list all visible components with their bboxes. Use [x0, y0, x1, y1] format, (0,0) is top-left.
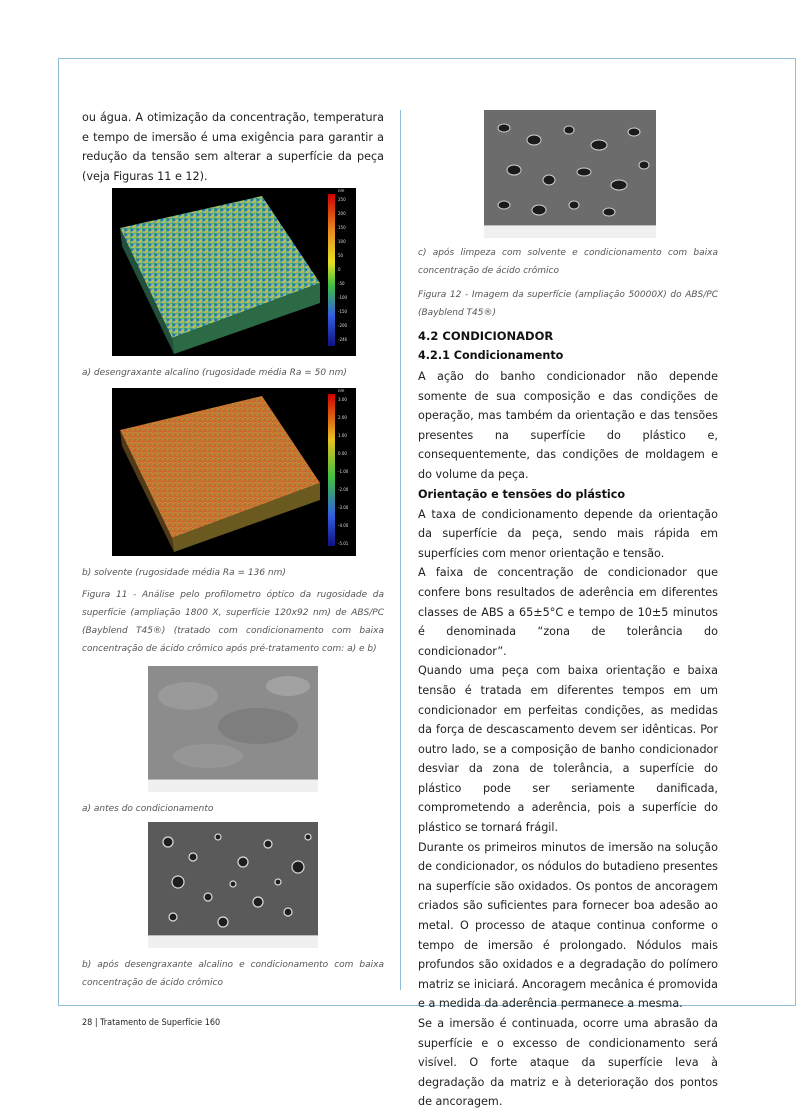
- sem-image-c: [484, 110, 656, 238]
- column-divider: [400, 110, 401, 990]
- scale-labels-a: nm 250 200 150 100 50 0 -50 -100 -150 -200 -246: [338, 188, 348, 342]
- sem-image-b-texture: [148, 822, 318, 936]
- paragraph-4: Quando uma peça com baixa orientação e baixa tensão é tratada em diferentes tempos em um condicionador em perfeitas condições, as medidas da força de descascamento devem ser idênticas. Por outro lado, se a composição de banho condicionador desviar da zona de tolerância, a superfície do plástico pode ser seriamente danificada, comprometendo a aderência, pois a superfície do plástico se tornará frágil.: [418, 664, 718, 835]
- figure-11-caption: Figura 11 - Análise pelo profilometro óptico da rugosidade da superfície (ampliação 1800 X, superfície 120x92 nm) de ABS/PC (Bayblend T45®) (tratado com condicionamento com baixa concentração de ácido crômico após pré-tratamento com: a) e b): [82, 590, 384, 654]
- sem-b-caption: b) após desengraxante alcalino e condicionamento com baixa concentração de ácido crômico: [82, 960, 384, 988]
- right-body: [418, 367, 718, 1112]
- figure-12-caption: Figura 12 - Imagem da superfície (ampliação 50000X) do ABS/PC (Bayblend T45®): [418, 290, 718, 318]
- sem-c-caption: c) após limpeza com solvente e condicionamento com baixa concentração de ácido crômico: [418, 248, 718, 276]
- scale-labels-b: nm 3.00 2.00 1.00 0.00 -1.00 -2.00 -3.00 -4.00 -5.01: [338, 388, 349, 546]
- sem-image-a: [148, 666, 318, 792]
- surface-plot-a-image: [112, 188, 356, 356]
- paragraph-5: Durante os primeiros minutos de imersão na solução de condicionador, os nódulos do butadieno presentes na superfície são oxidados. Os pontos de ancoragem criados são suficientes para fornecer boa adesão ao metal. O processo de ataque continua conforme o tempo de imersão é prolongado. Nódulos mais profundos são oxidados e a degradação do polímero matriz se iniciará. Ancoragem mecânica é promovida e a medida da aderência permanece a mesma.: [418, 840, 718, 1011]
- figure-11b-caption: b) solvente (rugosidade média Ra = 136 nm): [82, 568, 286, 578]
- sem-info-bar-b: [148, 935, 318, 948]
- intro-paragraph: ou água. A otimização da concentração, temperatura e tempo de imersão é uma exigência para garantir a redução da tensão sem alterar a superfície da peça (veja Figuras 11 e 12).: [82, 111, 384, 183]
- subsection-title: 4.2.1 Condicionamento: [418, 349, 564, 362]
- paragraph-2: A taxa de condicionamento depende da orientação da superfície da peça, sendo mais rápida em superfícies com menor orientação e tensão.: [418, 507, 718, 560]
- paragraph-1: A ação do banho condicionador não depende somente de sua composição e das condições de operação, mas também da orientação e das tensões presentes na superfície do plástico e, consequentemente, das condições de moldagem e do volume da peça.: [418, 370, 718, 481]
- sem-info-bar-a: [148, 779, 318, 792]
- section-title: 4.2 CONDICIONADOR: [418, 329, 554, 343]
- sem-image-b: [148, 822, 318, 948]
- paragraph-6: Se a imersão é continuada, ocorre uma abrasão da superfície e o excesso de condicionamento será visível. O forte ataque da superfície leva à degradação da matriz e à deterioração dos pontos de ancoragem.: [418, 1017, 718, 1109]
- figure-11a-caption: a) desengraxante alcalino (rugosidade média Ra = 50 nm): [82, 368, 347, 378]
- subheading-orientation: Orientação e tensões do plástico: [418, 487, 626, 501]
- sem-info-bar-c: [484, 225, 656, 238]
- sem-image-a-texture: [148, 666, 318, 780]
- surface-plot-b-image: [112, 388, 356, 556]
- sem-image-c-texture: [484, 110, 656, 226]
- paragraph-3: A faixa de concentração de condicionador que confere bons resultados de aderência em diferentes classes de ABS a 65±5°C e tempo de 10±5 minutos é denominada “zona de tolerância do condicionador”.: [418, 566, 718, 658]
- surface-plot-a: [112, 188, 356, 356]
- page-footer: 28 | Tratamento de Superfície 160: [82, 1018, 221, 1028]
- sem-a-caption: a) antes do condicionamento: [82, 804, 214, 814]
- surface-plot-b: [112, 388, 356, 556]
